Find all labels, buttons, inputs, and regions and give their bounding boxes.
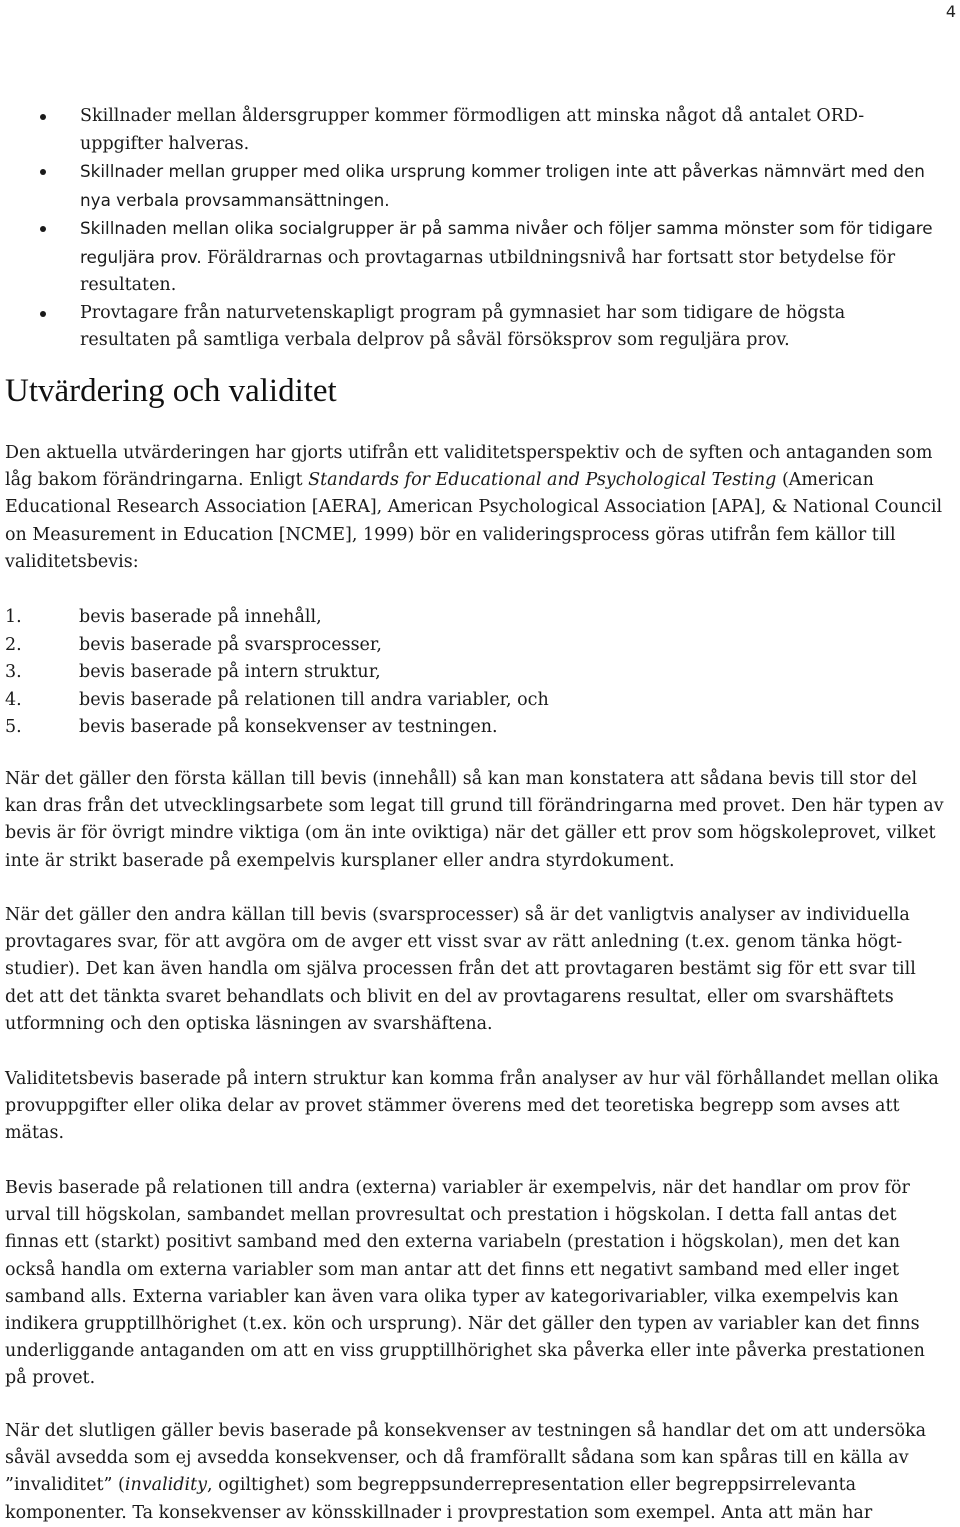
list-text: bevis baserade på konsekvenser av testningen. bbox=[79, 717, 498, 737]
bullet-text-continued: Föräldrarnas och provtagarnas utbildningsnivå har fortsatt stor betydelse för resultaten. bbox=[80, 247, 896, 295]
paragraph-external-variables-evidence: Bevis baserade på relationen till andra (externa) variabler är exempelvis, när det handlar om prov för urval till högskolan, sambandet mellan provresultat och prestation i högskolan. I detta fall antas det finnas ett (starkt) positivt samband med den externa variabeln (prestation i högskolan), men det kan också handla om externa variabler som man antar att det finns ett negativt samband med eller inget samband alls. Externa variabler kan även vara olika typer av kategorivariabler, vilka exempelvis kan indikera grupptillhörighet (t.ex. kön och ursprung). När det gäller den typen av variabler kan det finns underliggande antaganden om att en viss grupptillhörighet ska påverka eller inte påverka prestationen på provet. bbox=[5, 1178, 925, 1389]
bullet-text: Skillnader mellan åldersgrupper kommer förmodligen att minska något då antalet ORD-uppgifter halveras. bbox=[80, 106, 865, 154]
bullet-item bbox=[34, 103, 934, 158]
bullet-item bbox=[34, 215, 934, 300]
intro-paragraph bbox=[5, 440, 945, 576]
standards-title: Standards for Educational and Psychological Testing bbox=[308, 470, 777, 491]
consequences-text: När det slutligen gäller bevis baserade på konsekvenser av testningen så handlar det om att undersöka såväl avsedda som ej avsedda konsekvenser, och då framförallt sådana som kan spåras till en källa av ”invaliditet” ( bbox=[5, 1421, 927, 1496]
list-number: 4. bbox=[5, 689, 22, 710]
bullet-item bbox=[34, 158, 934, 215]
list-text: bevis baserade på innehåll, bbox=[79, 607, 322, 627]
findings-bullet-list bbox=[34, 103, 934, 355]
list-text: bevis baserade på svarsprocesser, bbox=[79, 634, 382, 655]
list-item bbox=[5, 687, 549, 715]
paragraph-consequences-evidence bbox=[5, 1418, 945, 1527]
bullet-text: Skillnader mellan grupper med olika ursprung kommer troligen inte att påverkas nämnvärt med den nya verbala provsammansättningen. bbox=[80, 161, 925, 210]
paragraph-response-process-evidence: När det gäller den andra källan till bevis (svarsprocesser) så är det vanligtvis analyser av individuella provtagares svar, för att avgöra om de avger ett visst svar av rätt anledning (t.ex. genom tänka högt-studier). Det kan även handla om själva processen från det att provtagaren bestämt sig för ett svar till det att det tänkta svaret behandlats och blivit en del av provtagarens resultat, eller om svarshäftets utformning och den optiska läsningen av svarshäftena. bbox=[5, 905, 916, 1034]
intro-text-continued: (American Educational Research Association [AERA], American Psychological Association [APA], & National Council on Measurement in Education [NCME], 1999) bör en valideringsprocess göras utifrån fem källor till validitetsbevis: bbox=[5, 470, 943, 572]
list-item bbox=[5, 659, 549, 687]
section-heading: Utvärdering och validitet bbox=[5, 373, 337, 409]
bullet-dot-icon bbox=[40, 311, 46, 317]
page-number: 4 bbox=[945, 2, 956, 21]
paragraph-content-evidence: När det gäller den första källan till bevis (innehåll) så kan man konstatera att sådana bevis till stor del kan dras från det utvecklingsarbete som legat till grund till förändringarna med provet. Den här typen av bevis är för övrigt mindre viktiga (om än inte oviktiga) när det gäller ett prov som högskoleprovet, vilket inte är strikt baserade på exempelvis kursplaner eller andra styrdokument. bbox=[5, 769, 944, 871]
list-item bbox=[5, 632, 549, 660]
bullet-text: Skillnaden mellan olika socialgrupper är på samma nivåer och följer samma mönster som för tidigare reguljära prov. bbox=[80, 218, 933, 267]
bullet-dot-icon bbox=[40, 169, 46, 175]
bullet-dot-icon bbox=[40, 114, 46, 120]
list-number: 3. bbox=[5, 662, 22, 682]
consequences-text-continued: , ogiltighet) som begreppsunderrepresentation eller begreppsirrelevanta komponenter. Ta konsekvenser av könsskillnader i provprestation som exempel. Anta att män har bbox=[5, 1475, 873, 1523]
list-text: bevis baserade på relationen till andra variabler, och bbox=[79, 689, 549, 710]
paragraph-internal-structure-evidence: Validitetsbevis baserade på intern struktur kan komma från analyser av hur väl förhållandet mellan olika provuppgifter eller olika delar av provet stämmer överens med det teoretiska begrepp som avses att mätas. bbox=[5, 1069, 939, 1144]
list-item bbox=[5, 714, 549, 742]
list-item bbox=[5, 604, 549, 632]
list-text: bevis baserade på intern struktur, bbox=[79, 662, 381, 682]
invalidity-term: invalidity bbox=[124, 1475, 207, 1496]
bullet-item bbox=[34, 300, 934, 355]
list-number: 5. bbox=[5, 717, 22, 737]
bullet-text: Provtagare från naturvetenskapligt program på gymnasiet har som tidigare de högsta resultaten på samtliga verbala delprov på såväl försöksprov som reguljära prov. bbox=[80, 302, 846, 350]
intro-text: Den aktuella utvärderingen har gjorts utifrån ett validitetsperspektiv och de syften och antaganden som låg bakom förändringarna. Enligt bbox=[5, 443, 933, 491]
validity-sources-list bbox=[5, 604, 549, 742]
bullet-dot-icon bbox=[40, 226, 46, 232]
list-number: 2. bbox=[5, 634, 22, 655]
list-number: 1. bbox=[5, 607, 22, 627]
